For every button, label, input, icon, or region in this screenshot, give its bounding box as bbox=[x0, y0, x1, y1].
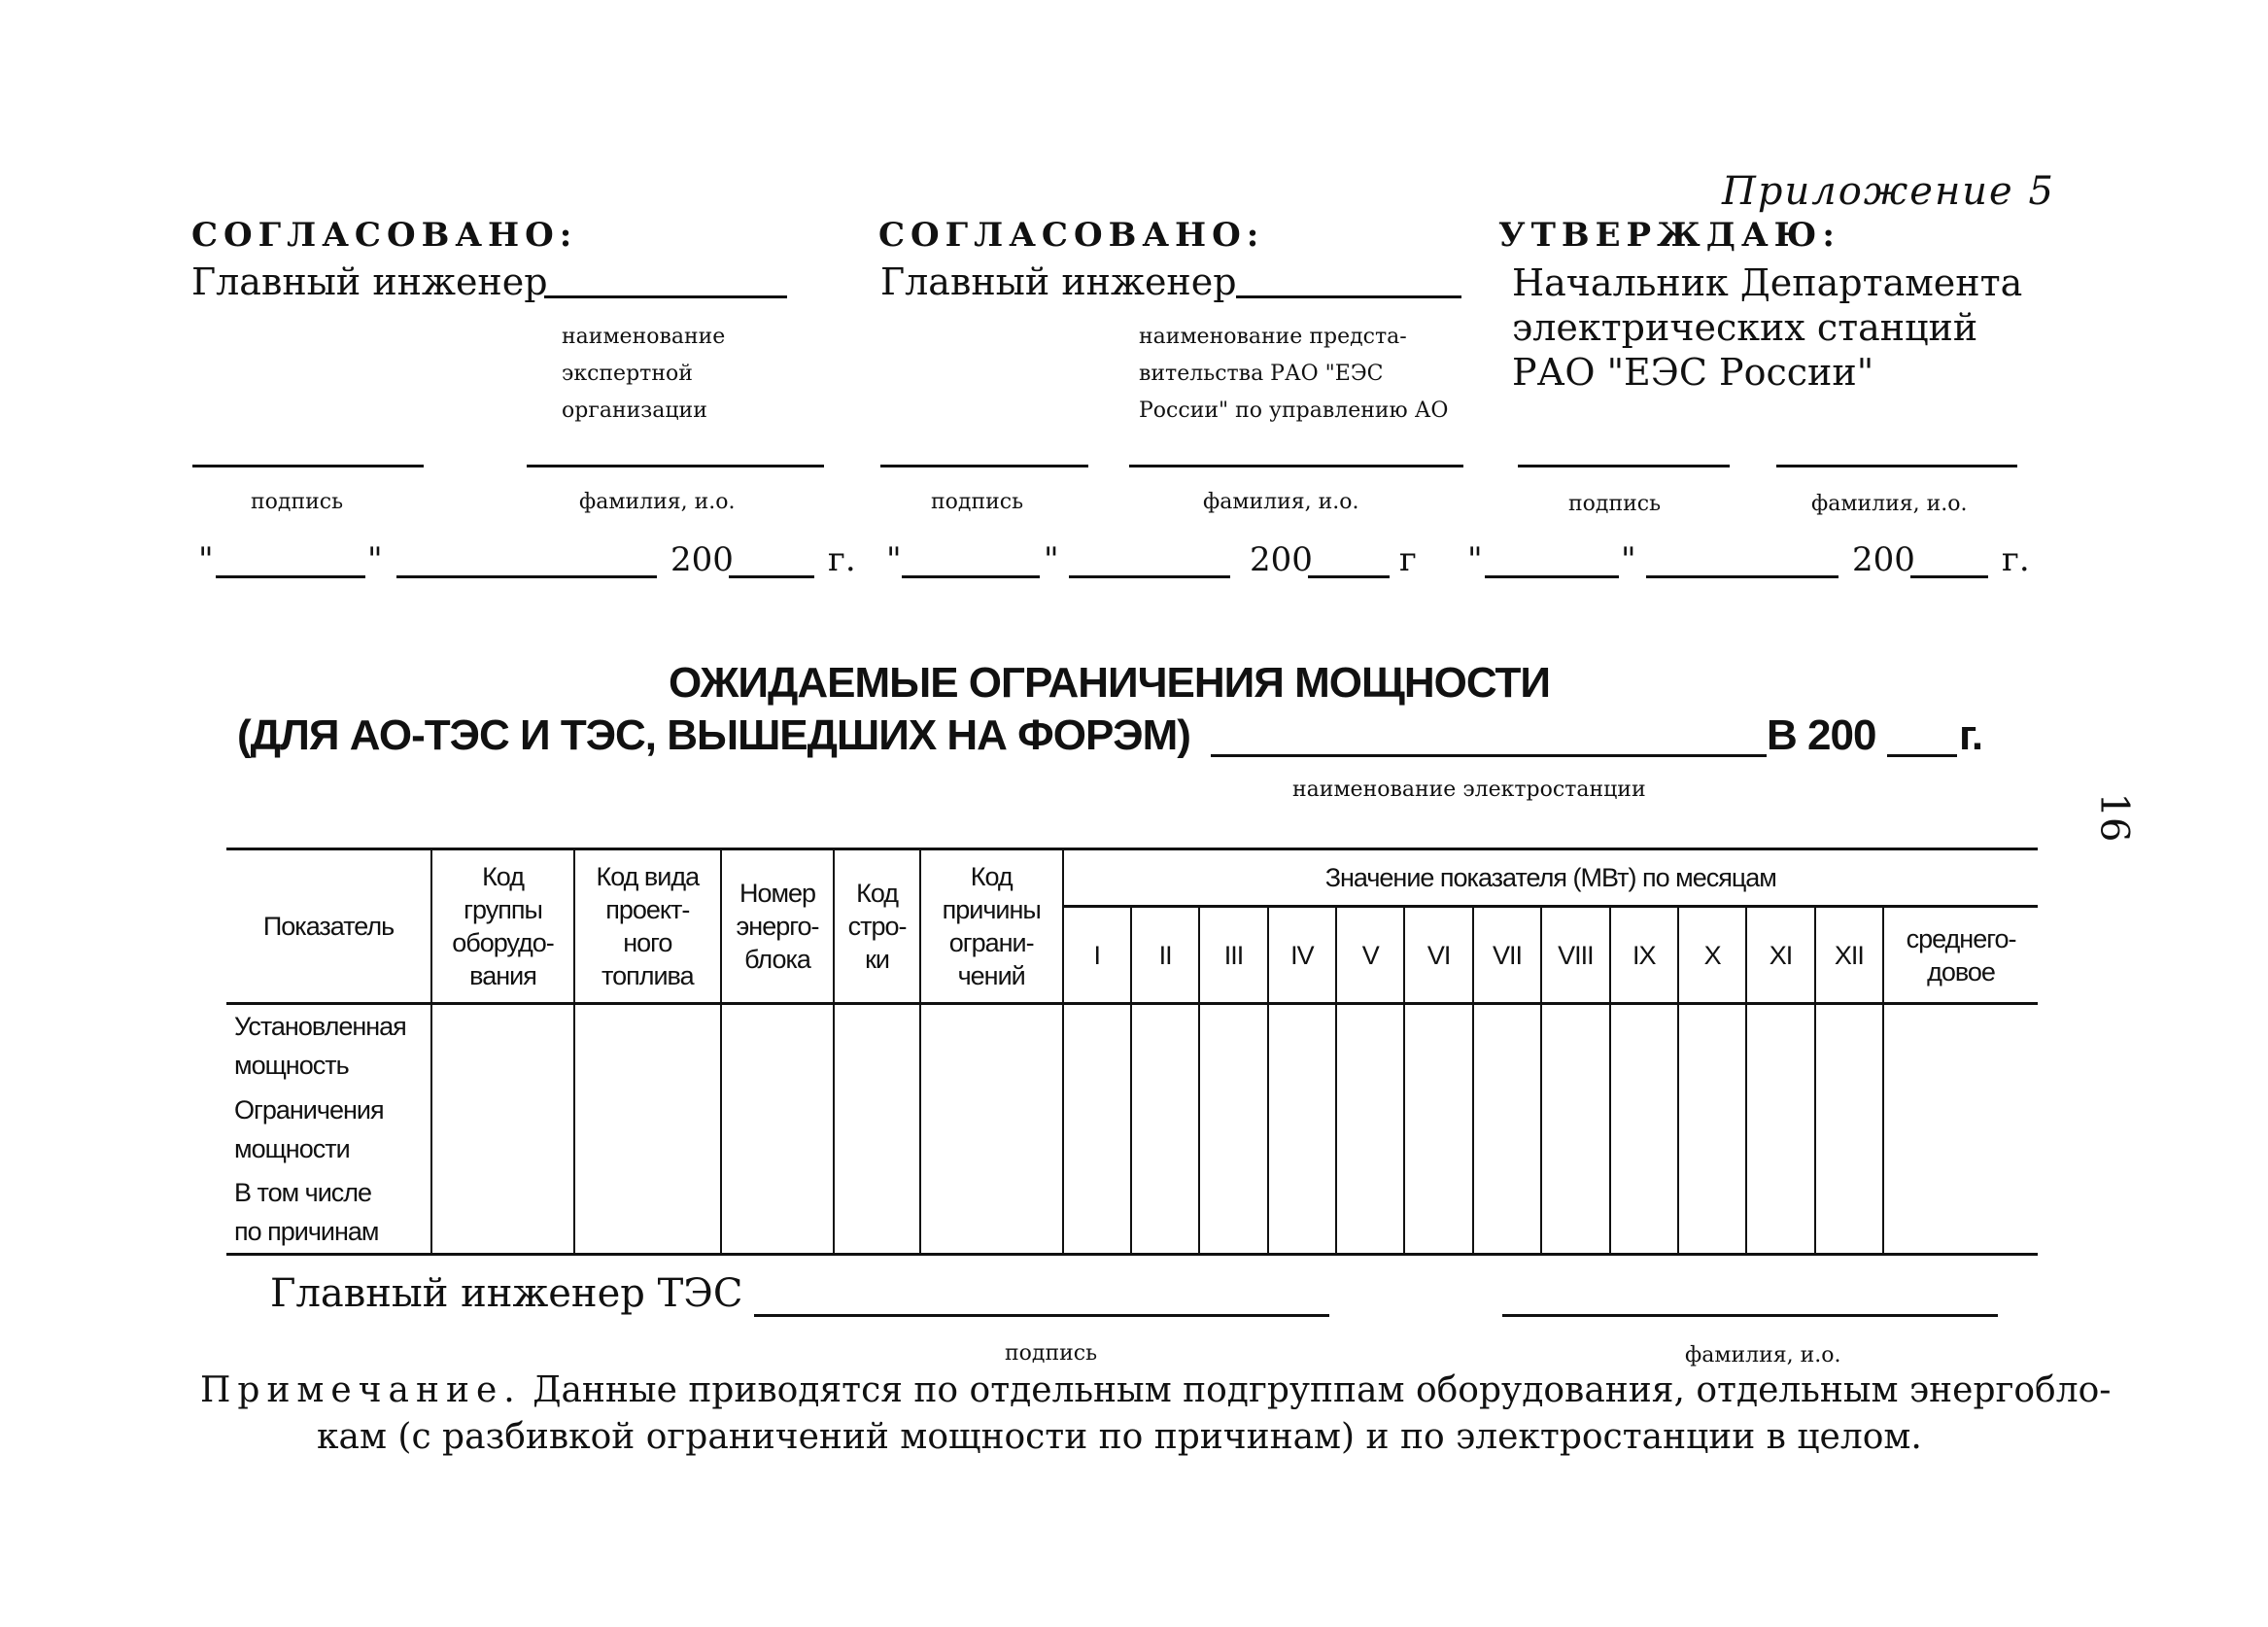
table-cell[interactable] bbox=[1678, 1088, 1746, 1171]
note-line1 bbox=[200, 1370, 2111, 1410]
org-caption-line: экспертной bbox=[562, 362, 693, 386]
table-cell[interactable] bbox=[1746, 1171, 1814, 1255]
footer-name-caption: фамилия, и.о. bbox=[1685, 1343, 1841, 1367]
table-cell[interactable] bbox=[1541, 1004, 1609, 1088]
approval-1-org-line bbox=[544, 295, 787, 298]
table-cell[interactable] bbox=[1268, 1088, 1336, 1171]
footer-signature-line bbox=[754, 1314, 1329, 1317]
date-year-line-2 bbox=[1308, 575, 1390, 578]
header-row-code bbox=[834, 849, 919, 1004]
header-unit-number bbox=[721, 849, 835, 1004]
date-year-1: 200 bbox=[670, 540, 734, 579]
header-line: ного bbox=[623, 928, 672, 957]
header-line: среднего- bbox=[1906, 923, 2016, 953]
table-cell[interactable] bbox=[834, 1004, 919, 1088]
header-indicator: Показатель bbox=[226, 849, 431, 1004]
name-line-3 bbox=[1776, 465, 2017, 467]
org-caption-line: наименование bbox=[562, 325, 726, 349]
header-line: проект- bbox=[605, 895, 690, 924]
date-suffix-1: г. bbox=[828, 540, 856, 579]
table-cell[interactable] bbox=[1131, 1088, 1199, 1171]
table-cell[interactable] bbox=[1336, 1004, 1404, 1088]
header-month-ix: IX bbox=[1610, 907, 1678, 1004]
approver-title-line: Начальник Департамента bbox=[1512, 261, 2023, 304]
name-caption-1: фамилия, и.о. bbox=[579, 490, 736, 514]
row-label-installed-capacity bbox=[226, 1004, 431, 1088]
header-month-iii: III bbox=[1199, 907, 1267, 1004]
table-cell[interactable] bbox=[1815, 1004, 1883, 1088]
header-month-vii: VII bbox=[1473, 907, 1541, 1004]
date-quote-open-1: " bbox=[198, 540, 214, 579]
header-line: оборудо- bbox=[452, 928, 554, 957]
header-line: стро- bbox=[847, 912, 907, 941]
row-label-line: Ограничения bbox=[234, 1094, 384, 1125]
table-cell[interactable] bbox=[834, 1088, 919, 1171]
table-cell[interactable] bbox=[1610, 1004, 1678, 1088]
date-quote-close-3: " bbox=[1621, 540, 1636, 579]
date-suffix-3: г. bbox=[2002, 540, 2030, 579]
table-cell[interactable] bbox=[1404, 1088, 1472, 1171]
header-month-v: V bbox=[1336, 907, 1404, 1004]
name-caption-2: фамилия, и.о. bbox=[1203, 490, 1359, 514]
table-row bbox=[226, 1088, 2038, 1171]
signature-caption-1: подпись bbox=[251, 490, 344, 514]
header-line: блока bbox=[744, 945, 810, 974]
table-row bbox=[226, 1171, 2038, 1255]
note-label: Примечание. bbox=[200, 1370, 522, 1410]
table-cell[interactable] bbox=[1610, 1088, 1678, 1171]
approval-1-heading: СОГЛАСОВАНО: bbox=[191, 216, 578, 255]
table-cell[interactable] bbox=[834, 1171, 919, 1255]
table-cell[interactable] bbox=[721, 1088, 835, 1171]
date-day-line-3 bbox=[1485, 575, 1619, 578]
header-limit-reason-code bbox=[920, 849, 1063, 1004]
table-cell[interactable] bbox=[1404, 1004, 1472, 1088]
table-cell[interactable] bbox=[431, 1171, 574, 1255]
org-caption-line: организации bbox=[562, 398, 707, 423]
date-month-line-2 bbox=[1069, 575, 1230, 578]
date-quote-open-3: " bbox=[1467, 540, 1483, 579]
table-cell[interactable] bbox=[1199, 1004, 1267, 1088]
date-year-2: 200 bbox=[1250, 540, 1313, 579]
header-line: чений bbox=[957, 961, 1025, 990]
table-cell[interactable] bbox=[920, 1171, 1063, 1255]
table-cell[interactable] bbox=[1199, 1171, 1267, 1255]
table-cell[interactable] bbox=[1678, 1004, 1746, 1088]
table-cell[interactable] bbox=[1541, 1171, 1609, 1255]
date-year-line-3 bbox=[1910, 575, 1988, 578]
table-cell[interactable] bbox=[1131, 1004, 1199, 1088]
approval-2-org-line bbox=[1236, 295, 1461, 298]
approval-3-role bbox=[1512, 260, 2022, 395]
header-line: довое bbox=[1927, 956, 1995, 987]
form-title-line1: ОЖИДАЕМЫЕ ОГРАНИЧЕНИЯ МОЩНОСТИ bbox=[669, 659, 1551, 707]
row-label-capacity-limits bbox=[226, 1088, 431, 1171]
row-label-line: Установленная bbox=[234, 1012, 406, 1042]
table-cell[interactable] bbox=[1336, 1171, 1404, 1255]
header-month-xii: XII bbox=[1815, 907, 1883, 1004]
header-month-xi: XI bbox=[1746, 907, 1814, 1004]
header-annual-average bbox=[1883, 907, 2038, 1004]
appendix-label: Приложение 5 bbox=[1722, 169, 2055, 214]
footer-chief-engineer: Главный инженер ТЭС bbox=[270, 1271, 743, 1316]
note-text-1: Данные приводятся по отдельным подгруппам оборудования, отдельным энергобло- bbox=[533, 1370, 2112, 1410]
header-line: энерго- bbox=[736, 912, 819, 941]
signature-line-1 bbox=[192, 465, 424, 467]
approval-1-org-caption bbox=[562, 319, 725, 430]
date-quote-close-2: " bbox=[1044, 540, 1059, 579]
page-number: 16 bbox=[2091, 792, 2137, 843]
header-month-viii: VIII bbox=[1541, 907, 1609, 1004]
table-cell[interactable] bbox=[431, 1088, 574, 1171]
header-month-ii: II bbox=[1131, 907, 1199, 1004]
header-monthly-group: Значение показателя (МВт) по месяцам bbox=[1063, 849, 2038, 907]
table-cell[interactable] bbox=[1610, 1171, 1678, 1255]
name-line-1 bbox=[527, 465, 824, 467]
approver-title-line: электрических станций bbox=[1512, 306, 1978, 349]
table-cell[interactable] bbox=[1473, 1004, 1541, 1088]
table-cell[interactable] bbox=[1473, 1171, 1541, 1255]
header-fuel-type-code bbox=[574, 849, 721, 1004]
org-caption-line: вительства РАО "ЕЭС bbox=[1139, 362, 1384, 386]
date-month-line-1 bbox=[396, 575, 657, 578]
row-label-line: В том числе bbox=[234, 1177, 372, 1207]
limits-table bbox=[226, 848, 2038, 1256]
table-cell[interactable] bbox=[1883, 1171, 2038, 1255]
table-cell[interactable] bbox=[1404, 1171, 1472, 1255]
name-line-2 bbox=[1129, 465, 1463, 467]
table-cell[interactable] bbox=[1541, 1088, 1609, 1171]
signature-line-3 bbox=[1518, 465, 1730, 467]
header-line: ки bbox=[865, 945, 890, 974]
table-cell[interactable] bbox=[1268, 1171, 1336, 1255]
station-name-caption: наименование электростанции bbox=[1292, 778, 1646, 802]
signature-caption-2: подпись bbox=[931, 490, 1024, 514]
date-day-line-2 bbox=[902, 575, 1040, 578]
header-line: Код bbox=[970, 862, 1013, 891]
form-title-line2: (ДЛЯ АО-ТЭС И ТЭС, ВЫШЕДШИХ НА ФОРЭМ) bbox=[237, 711, 1190, 759]
header-line: Код bbox=[856, 879, 899, 908]
header-month-i: I bbox=[1063, 907, 1131, 1004]
table-cell[interactable] bbox=[1336, 1088, 1404, 1171]
table-cell[interactable] bbox=[574, 1004, 721, 1088]
date-year-3: 200 bbox=[1852, 540, 1915, 579]
approval-2-org-caption bbox=[1139, 319, 1448, 430]
form-title-year-line bbox=[1887, 754, 1957, 757]
table-cell[interactable] bbox=[721, 1171, 835, 1255]
table-cell[interactable] bbox=[574, 1088, 721, 1171]
table-cell[interactable] bbox=[1883, 1004, 2038, 1088]
footer-signature-caption: подпись bbox=[1005, 1341, 1098, 1366]
row-label-line: мощности bbox=[234, 1133, 350, 1163]
row-label-line: по причинам bbox=[234, 1216, 379, 1246]
signature-caption-3: подпись bbox=[1568, 492, 1662, 516]
date-quote-close-1: " bbox=[367, 540, 383, 579]
table-cell[interactable] bbox=[1678, 1171, 1746, 1255]
signature-line-2 bbox=[880, 465, 1088, 467]
note-line2: кам (с разбивкой ограничений мощности по причинам) и по электростанции в целом. bbox=[317, 1417, 1922, 1457]
date-day-line-1 bbox=[216, 575, 365, 578]
row-label-line: мощность bbox=[234, 1051, 349, 1081]
form-title-year-prefix: В 200 bbox=[1767, 711, 1876, 759]
header-line: Код вида bbox=[596, 862, 700, 891]
approval-1-role: Главный инженер bbox=[191, 260, 548, 303]
table-cell[interactable] bbox=[1815, 1088, 1883, 1171]
table-cell[interactable] bbox=[1063, 1171, 1131, 1255]
table-cell[interactable] bbox=[1199, 1088, 1267, 1171]
table-cell[interactable] bbox=[1746, 1088, 1814, 1171]
table-cell[interactable] bbox=[431, 1004, 574, 1088]
header-line: ограни- bbox=[948, 928, 1034, 957]
table-cell[interactable] bbox=[1815, 1171, 1883, 1255]
header-line: группы bbox=[464, 895, 542, 924]
table-cell[interactable] bbox=[1063, 1088, 1131, 1171]
name-caption-3: фамилия, и.о. bbox=[1811, 492, 1968, 516]
header-month-iv: IV bbox=[1268, 907, 1336, 1004]
header-equipment-group-code bbox=[431, 849, 574, 1004]
approver-title-line: РАО "ЕЭС России" bbox=[1512, 351, 1874, 394]
table-cell[interactable] bbox=[1131, 1171, 1199, 1255]
approval-3-heading: УТВЕРЖДАЮ: bbox=[1498, 216, 1840, 255]
row-label-by-reasons bbox=[226, 1171, 431, 1255]
org-caption-line: наименование предста- bbox=[1139, 325, 1407, 349]
header-month-vi: VI bbox=[1404, 907, 1472, 1004]
table-cell[interactable] bbox=[1063, 1004, 1131, 1088]
table-cell[interactable] bbox=[1268, 1004, 1336, 1088]
header-month-x: X bbox=[1678, 907, 1746, 1004]
header-line: топлива bbox=[601, 961, 694, 990]
table-cell[interactable] bbox=[1473, 1088, 1541, 1171]
header-line: вания bbox=[469, 961, 536, 990]
header-line: Номер bbox=[739, 879, 816, 908]
table-cell[interactable] bbox=[1883, 1088, 2038, 1171]
header-line: Код bbox=[482, 862, 524, 891]
form-title-year-suffix: г. bbox=[1959, 711, 1983, 759]
table-cell[interactable] bbox=[721, 1004, 835, 1088]
table-cell[interactable] bbox=[920, 1088, 1063, 1171]
table-cell[interactable] bbox=[1746, 1004, 1814, 1088]
approval-2-role: Главный инженер bbox=[880, 260, 1237, 303]
table-row bbox=[226, 1004, 2038, 1088]
footer-name-line bbox=[1502, 1314, 1998, 1317]
date-quote-open-2: " bbox=[886, 540, 902, 579]
approval-2-heading: СОГЛАСОВАНО: bbox=[878, 216, 1265, 255]
table-cell[interactable] bbox=[574, 1171, 721, 1255]
station-name-line bbox=[1211, 754, 1767, 757]
org-caption-line: России" по управлению АО bbox=[1139, 398, 1449, 423]
date-year-line-1 bbox=[729, 575, 814, 578]
header-line: причины bbox=[942, 895, 1041, 924]
table-cell[interactable] bbox=[920, 1004, 1063, 1088]
date-month-line-3 bbox=[1646, 575, 1838, 578]
date-suffix-2: г bbox=[1399, 540, 1417, 579]
